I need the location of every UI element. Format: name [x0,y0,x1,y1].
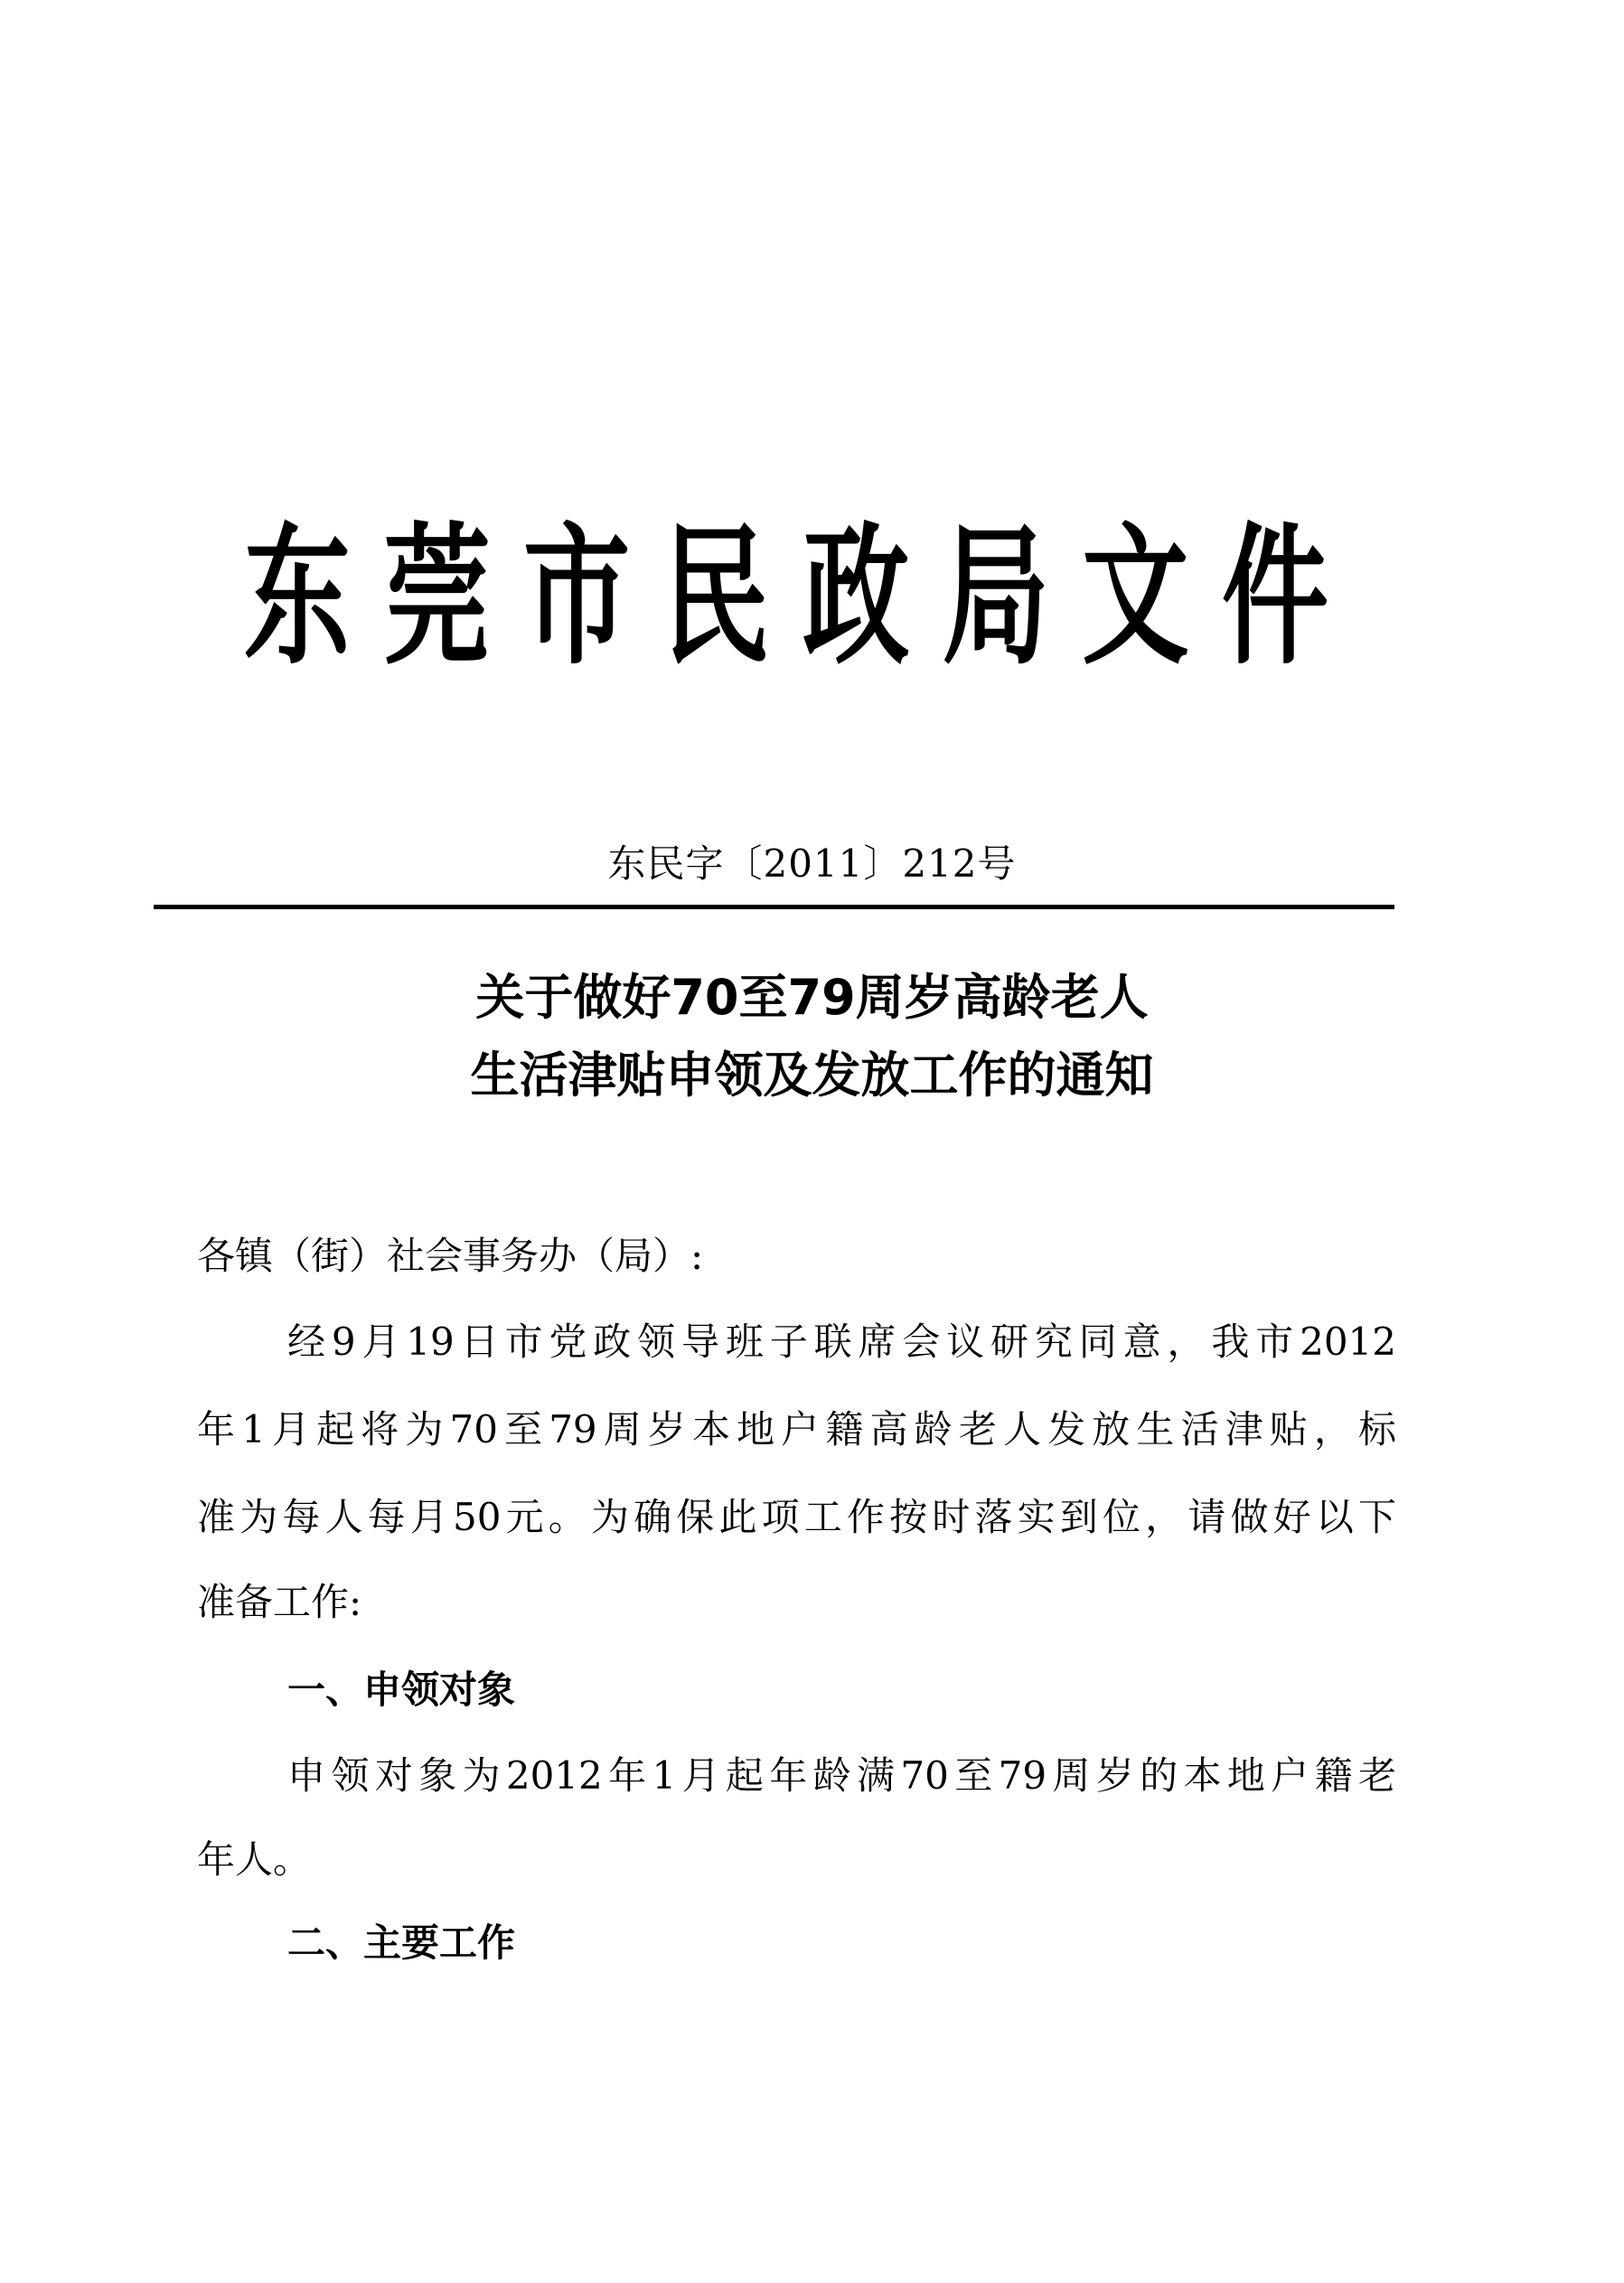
section-heading-2: 二、主要工作 [287,1921,516,1965]
header-divider [154,905,1394,909]
document-number: 东民字〔2011〕212号 [607,841,1017,886]
issuer-header-char: 市 [523,508,631,685]
paragraph-line: 申领对象为2012年1月起年龄满70至79周岁的本地户籍老 [287,1753,1396,1798]
paragraph-line: 年人。 [197,1837,312,1882]
paragraph-line: 准备工作: [197,1580,362,1624]
issuer-header-char: 件 [1221,508,1328,685]
document-title-line-2: 生活津贴申领及发放工作的通知 [470,1047,1154,1104]
salutation: 各镇（街）社会事务办（局）: [197,1234,704,1278]
issuer-header-char: 东 [244,508,352,685]
issuer-header-char: 政 [803,508,910,685]
issuer-header-char: 文 [1082,508,1189,685]
issuer-header [244,508,1328,685]
issuer-header-char: 莞 [383,508,491,685]
paragraph-line: 经9月19日市党政领导班子联席会议研究同意，我市2012 [287,1320,1396,1364]
paragraph-line: 准为每人每月50元。为确保此项工作按时落实到位，请做好以下 [197,1495,1396,1539]
document-title-line-1: 关于做好70至79周岁高龄老人 [475,969,1149,1026]
paragraph-line: 年1月起将为70至79周岁本地户籍高龄老人发放生活津贴，标 [197,1407,1396,1452]
issuer-header-char: 民 [662,508,770,685]
issuer-header-char: 局 [942,508,1049,685]
section-heading-1: 一、申领对象 [287,1668,516,1712]
